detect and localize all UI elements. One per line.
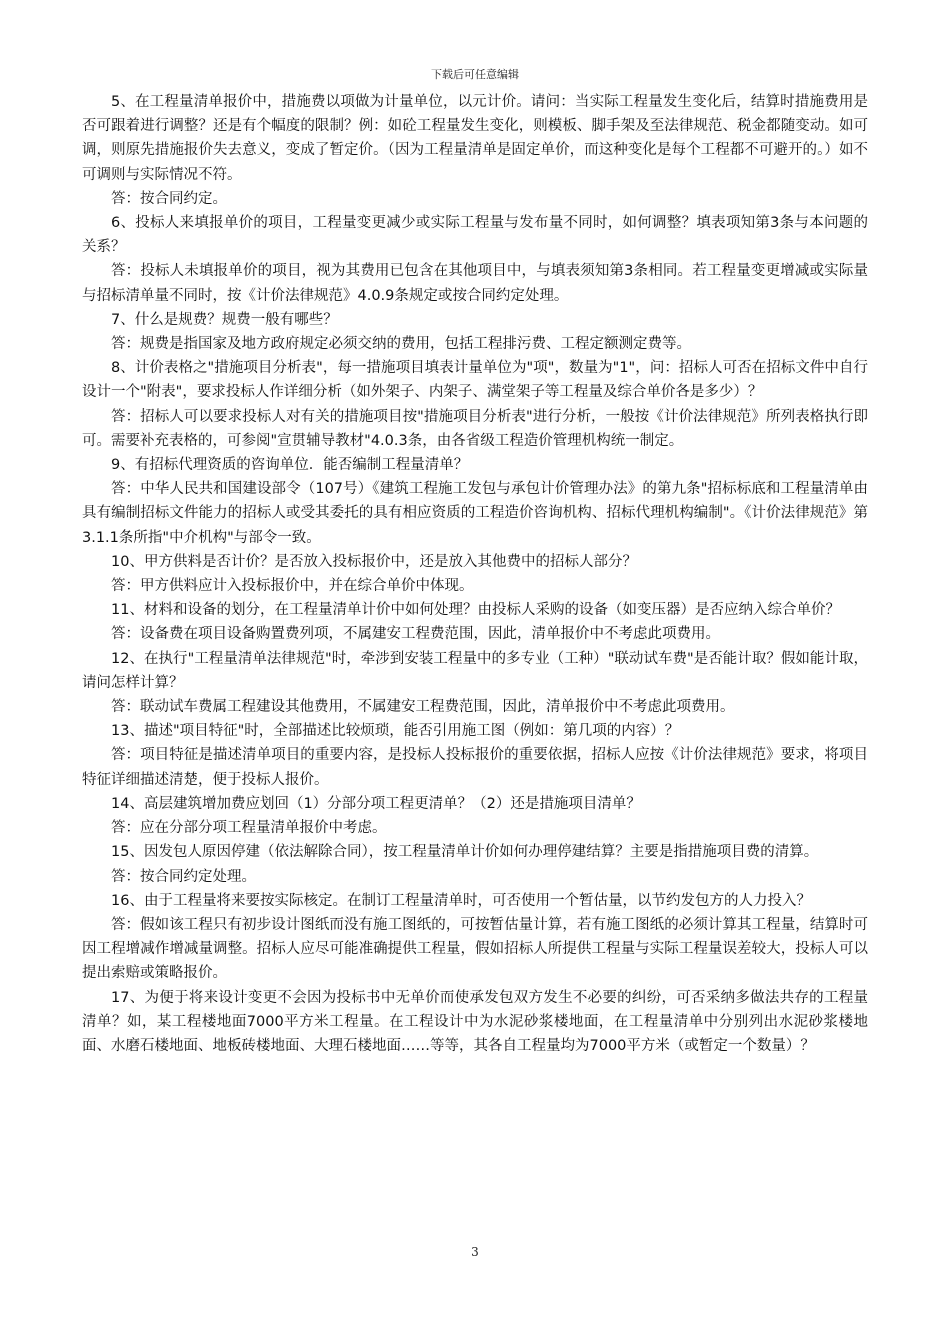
answer-paragraph: 答：假如该工程只有初步设计图纸而没有施工图纸的，可按暂估量计算，若有施工图纸的必须计算其工程量，结算时可因工程增减作增减量调整。招标人应尽可能准确提供工程量，假如招标人所提供工程量与实际工程量误差较大，投标人可以提出索赔或策略报价。	[82, 916, 868, 982]
question-paragraph: 12、在执行"工程量清单法律规范"时，牵涉到安装工程量中的多专业（工种）"联动试车费"是否能计取？假如能计取，请问怎样计算？	[82, 650, 868, 691]
question-paragraph: 10、甲方供料是否计价？是否放入投标报价中，还是放入其他费中的招标人部分？	[111, 553, 637, 570]
answer-paragraph: 答：联动试车费属工程建设其他费用，不属建安工程费范围，因此，清单报价中不考虑此项费用。	[111, 699, 735, 716]
answer-paragraph: 答：规费是指国家及地方政府规定必须交纳的费用，包括工程排污费、工程定额测定费等。	[111, 336, 691, 353]
document-body	[82, 90, 868, 1058]
answer-paragraph: 答：设备费在项目设备购置费列项，不属建安工程费范围，因此，清单报价中不考虑此项费用。	[111, 626, 720, 643]
question-paragraph: 11、材料和设备的划分，在工程量清单计价中如何处理？由投标人采购的设备（如变压器）是否应纳入综合单价？	[111, 602, 840, 619]
page-header: 下载后可任意编辑	[431, 68, 519, 81]
answer-paragraph: 答：中华人民共和国建设部令（107号）《建筑工程施工发包与承包计价管理办法》的第九条"招标标底和工程量清单由具有编制招标文件能力的招标人或受其委托的具有相应资质的工程造价咨询机构、招标代理机构编制"。《计价法律规范》第3.1.1条所指"中介机构"与部令一致。	[82, 481, 868, 546]
question-paragraph: 9、有招标代理资质的咨询单位．能否编制工程量清单？	[111, 457, 469, 474]
answer-paragraph: 答：投标人未填报单价的项目，视为其费用已包含在其他项目中，与填表须知第3条相同。若工程量变更增减或实际量与招标清单量不同时，按《计价法律规范》4.0.9条规定或按合同约定处理。	[82, 263, 868, 304]
question-paragraph: 6、投标人来填报单价的项目，工程量变更减少或实际工程量与发布量不同时，如何调整？填表项知第3条与本问题的关系？	[82, 215, 868, 256]
question-paragraph: 16、由于工程量将来要按实际核定。在制订工程量清单时，可否使用一个暂估量，以节约发包方的人力投入？	[111, 892, 811, 909]
question-paragraph: 15、因发包人原因停建（依法解除合同），按工程量清单计价如何办理停建结算？主要是指措施项目费的清算。	[111, 844, 819, 861]
answer-paragraph: 答：招标人可以要求投标人对有关的措施项目按"措施项目分析表"进行分析，一般按《计价法律规范》所列表格执行即可。需要补充表格的，可参阅"宣贯辅导教材"4.0.3条，由各省级工程造价管理机构统一制定。	[82, 408, 868, 449]
answer-paragraph: 答：甲方供料应计入投标报价中，并在综合单价中体现。	[111, 578, 474, 595]
answer-paragraph: 答：按合同约定。	[111, 190, 227, 207]
answer-paragraph: 答：按合同约定处理。	[111, 868, 256, 885]
answer-paragraph: 答：应在分部分项工程量清单报价中考虑。	[111, 820, 387, 837]
question-paragraph: 13、描述"项目特征"时，全部描述比较烦琐，能否引用施工图（例如：第几项的内容）？	[111, 723, 680, 740]
question-paragraph: 5、在工程量清单报价中，措施费以项做为计量单位，以元计价。请问：当实际工程量发生变化后，结算时措施费用是否可跟着进行调整？还是有个幅度的限制？例：如砼工程量发生变化，则模板、脚手架及至法律规范、税金都随变动。如可调，则原先措施报价失去意义，变成了暂定价。（因为工程量清单是固定单价，而这种变化是每个工程都不可避开的。）如不可调则与实际情况不符。	[82, 94, 868, 183]
question-paragraph: 7、什么是规费？规费一般有哪些？	[111, 311, 338, 328]
question-paragraph: 14、高层建筑增加费应划回（1）分部分项工程更清单？（2）还是措施项目清单？	[111, 795, 641, 812]
question-paragraph: 8、计价表格之"措施项目分析表"，每一措施项目填表计量单位为"项"，数量为"1"，问：招标人可否在招标文件中自行设计一个"附表"，要求投标人作详细分析（如外架子、内架子、满堂架子等工程量及综合单价各是多少）？	[82, 360, 868, 401]
page-number: 3	[471, 1245, 479, 1259]
question-paragraph: 17、为便于将来设计变更不会因为投标书中无单价而使承发包双方发生不必要的纠纷，可否采纳多做法共存的工程量清单？如，某工程楼地面7000平方米工程量。在工程设计中为水泥砂浆楼地面，在工程量清单中分别列出水泥砂浆楼地面、水磨石楼地面、地板砖楼地面、大理石楼地面……等等，其各自工程量均为7000平方米（或暂定一个数量）？	[82, 989, 868, 1054]
answer-paragraph: 答：项目特征是描述清单项目的重要内容，是投标人投标报价的重要依据，招标人应按《计价法律规范》要求，将项目特征详细描述清楚，便于投标人报价。	[82, 747, 868, 788]
